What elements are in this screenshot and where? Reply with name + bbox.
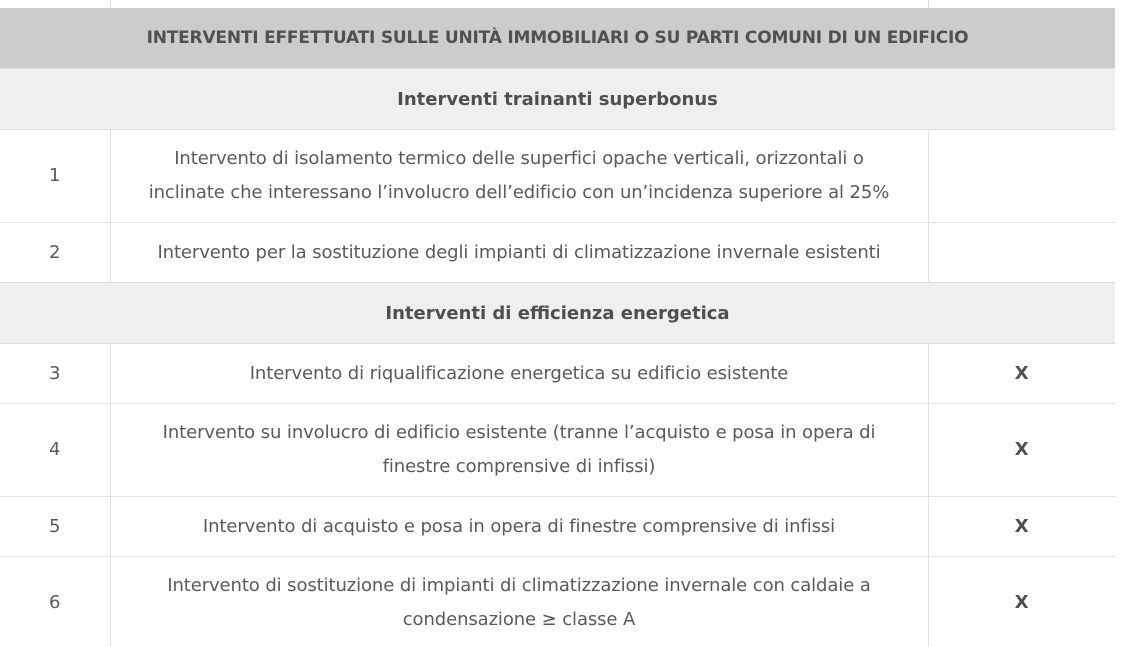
description-line: condensazione ≥ classe A xyxy=(402,609,636,630)
row-mark xyxy=(928,130,1115,223)
column-divider xyxy=(110,0,111,8)
description-line: Intervento per la sostituzione degli impianti di climatizzazione invernale esistenti xyxy=(157,241,881,263)
table-row xyxy=(0,130,1115,223)
table-row xyxy=(0,223,1115,283)
table-row xyxy=(0,557,1115,647)
row-mark: X xyxy=(928,404,1115,497)
table-row xyxy=(0,404,1115,497)
description-line: Intervento di acquisto e posa in opera di finestre comprensive di infissi xyxy=(202,515,836,537)
row-mark: X xyxy=(928,344,1115,404)
table-header-row xyxy=(0,8,1115,69)
row-description xyxy=(110,404,928,497)
row-number: 5 xyxy=(0,497,110,557)
row-number: 4 xyxy=(0,404,110,497)
interventions-table xyxy=(0,8,1115,647)
row-description xyxy=(110,344,928,404)
row-description xyxy=(110,557,928,647)
row-description xyxy=(110,223,928,283)
table-row xyxy=(0,497,1115,557)
description-line: Intervento di riqualificazione energetica su edificio esistente xyxy=(249,362,789,384)
description-line: Intervento di isolamento termico delle superfici opache verticali, orizzontali o xyxy=(174,148,864,169)
row-number: 6 xyxy=(0,557,110,647)
row-mark: X xyxy=(928,497,1115,557)
description-line: inclinate che interessano l’involucro dell’edificio con un’incidenza superiore al 25% xyxy=(148,182,890,203)
row-mark xyxy=(928,223,1115,283)
row-number: 3 xyxy=(0,344,110,404)
row-description xyxy=(110,130,928,223)
previous-row-fragment xyxy=(0,0,1115,8)
row-number: 1 xyxy=(0,130,110,223)
row-mark: X xyxy=(928,557,1115,647)
description-line: Intervento su involucro di edificio esistente (tranne l’acquisto e posa in opera di xyxy=(162,422,876,443)
table-header: INTERVENTI EFFETTUATI SULLE UNITÀ IMMOBILIARI O SU PARTI COMUNI DI UN EDIFICIO xyxy=(0,8,1115,69)
description-line: finestre comprensive di infissi) xyxy=(382,456,656,477)
row-description xyxy=(110,497,928,557)
column-divider xyxy=(928,0,929,8)
description-line: Intervento di sostituzione di impianti di climatizzazione invernale con caldaie a xyxy=(167,575,871,596)
section-header-row xyxy=(0,69,1115,130)
section-title-efficienza: Interventi di efficienza energetica xyxy=(0,283,1115,344)
section-title-trainanti: Interventi trainanti superbonus xyxy=(0,69,1115,130)
table-row xyxy=(0,344,1115,404)
section-header-row xyxy=(0,283,1115,344)
row-number: 2 xyxy=(0,223,110,283)
